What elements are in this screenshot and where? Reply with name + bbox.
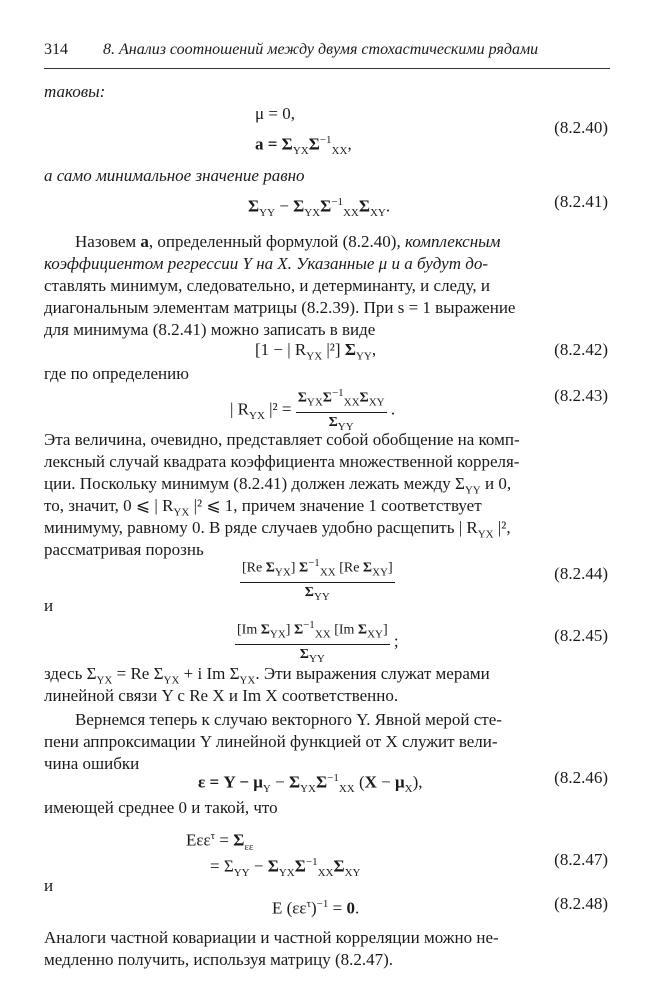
text-line: медленно получить, используя матрицу (8.2.47). xyxy=(44,950,394,969)
equation-8-2-47b: = $\Sigma_{YY} - \Sigma_{YX}\Sigma^{-1}_{XX}\Sigma_{XY}$ xyxy=(210,856,361,880)
text-line: для минимума (8.2.41) можно записать в виде xyxy=(44,320,376,339)
text-line: здесь $\Sigma_{YX} = Re$ $\Sigma_{YX} + i$ Im $\Sigma_{YX}$. Эти выражения служат мерами xyxy=(44,664,490,687)
text-line: Назовем a, определенный формулой (8.2.40), комплексным xyxy=(75,232,501,251)
equation-number: (8.2.42) xyxy=(554,340,608,359)
equation-number: (8.2.47) xyxy=(554,850,608,869)
text-line: и xyxy=(44,596,54,615)
text-line: линейной связи Y с Re X и Im X соответственно. xyxy=(44,686,399,705)
equation-8-2-44: $\frac{[Re \Sigma_{YX}] \Sigma^{-1}_{XX} [Re \Sigma_{XY}]}{\Sigma_{YY}}$ xyxy=(240,554,395,607)
equation-8-2-40b: $a = \Sigma_{YX}\Sigma^{-1}_{XX}$, xyxy=(255,134,352,158)
equation-8-2-42: [1 − | $R_{YX}$ |²] $\Sigma_{YY}$, xyxy=(255,340,377,363)
equation-number: (8.2.40) xyxy=(554,118,608,137)
equation-8-2-41: $\Sigma_{YY} - \Sigma_{YX}\Sigma^{-1}_{XX}\Sigma_{XY}$. xyxy=(248,196,391,220)
page-number: 314 xyxy=(44,41,68,58)
text-line: Эта величина, очевидно, представляет собой обобщение на комп- xyxy=(44,430,520,449)
equation-8-2-43: | $R_{YX}$ |² = $\frac{\Sigma_{YX}\Sigma^{-1}_{XX}\Sigma_{XY}}{\Sigma_{YY}}$ . xyxy=(230,384,395,437)
text-line: минимуму, равному 0. В ряде случаев удобно расщепить | $R_{YX}$ |², xyxy=(44,518,511,541)
equation-8-2-40a: μ = 0, xyxy=(255,104,295,123)
text-line: то, значит, 0 ⩽ | $R_{YX}$ |² ⩽ 1, причем значение 1 соответствует xyxy=(44,496,482,519)
text-line: Вернемся теперь к случаю векторного Y. Явной мерой сте- xyxy=(75,710,502,729)
equation-number: (8.2.43) xyxy=(554,386,608,405)
equation-8-2-46: $\varepsilon = Y - \mu_Y - \Sigma_{YX}\Sigma^{-1}_{XX}$ $(X - \mu_X)$, xyxy=(198,772,423,796)
text-line: лексный случай квадрата коэффициента множественной корреля- xyxy=(44,452,520,471)
text-line: ставлять минимум, следовательно, и детерминанту, и следу, и xyxy=(44,276,490,295)
equation-number: (8.2.44) xyxy=(554,564,608,583)
header-rule xyxy=(44,68,610,69)
text-line: диагональным элементам матрицы (8.2.39). При s = 1 выражение xyxy=(44,298,516,317)
text-line: Аналоги частной ковариации и частной корреляции можно не- xyxy=(44,928,499,947)
text-line: чина ошибки xyxy=(44,754,140,773)
equation-number: (8.2.48) xyxy=(554,894,608,913)
equation-number: (8.2.45) xyxy=(554,626,608,645)
text-line: таковы: xyxy=(44,82,106,101)
text-line: и xyxy=(44,876,54,895)
text-line: а само минимальное значение равно xyxy=(44,166,305,185)
text-line: имеющей среднее 0 и такой, что xyxy=(44,798,278,817)
running-title: 8. Анализ соотношений между двумя стохастическими рядами xyxy=(103,41,539,58)
text-line: пени аппроксимации Y линейной функцией от X служит вели- xyxy=(44,732,498,751)
equation-8-2-47a: $E\varepsilon\varepsilon^\tau = \Sigma_{\varepsilon\varepsilon}$ xyxy=(186,830,254,854)
text-line: рассматривая порознь xyxy=(44,540,204,559)
text-line: коэффициентом регрессии Y на X. Указанные μ и a будут до- xyxy=(44,254,488,273)
text-line: ции. Поскольку минимум (8.2.41) должен лежать между $\Sigma_{YY}$ и 0, xyxy=(44,474,512,497)
equation-8-2-45: $\frac{[Im \Sigma_{YX}] \Sigma^{-1}_{XX} [Im \Sigma_{XY}]}{\Sigma_{YY}}$ ; xyxy=(235,616,399,669)
equation-number: (8.2.46) xyxy=(554,768,608,787)
text-line: где по определению xyxy=(44,364,189,383)
equation-8-2-48: E $(\varepsilon\varepsilon^\tau)^{-1} = 0$. xyxy=(272,898,360,918)
equation-number: (8.2.41) xyxy=(554,192,608,211)
